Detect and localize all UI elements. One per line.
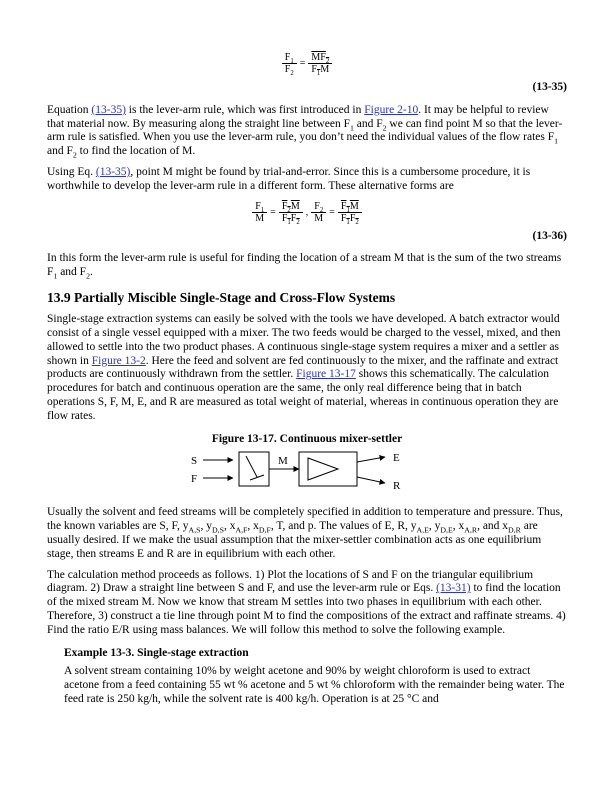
paragraph-lever-arm-sum: In this form the lever-arm rule is useful for finding the location of a stream M that is the sum of the two streams $F_1$ and $F_2$. xyxy=(47,252,562,281)
inline-link[interactable]: (13-35) xyxy=(95,165,131,178)
equation-13-36-number: (13-36) xyxy=(532,229,567,242)
figure-caption: Figure 13-17. Continuous mixer-settler xyxy=(211,432,403,445)
section-heading-13-9: 13.9 Partially Miscible Single-Stage and Cross-Flow Systems xyxy=(47,289,396,305)
equation-13-36 xyxy=(47,201,567,244)
paragraph-lever-arm-rule: Equation (13-35) is the lever-arm rule, which was first introduced in Figure 2-10. It may be helpful to review that material now. By measuring along the straight line between $F_1$ and $F_2$ we can find point M so that the lever-arm rule is satisfied. When you use the lever-arm rule, you don’t need the individual values of the flow rates $F_1$ and $F_2$ to find the location of M. xyxy=(47,103,563,160)
equation-13-36-expression: $\frac{F_1}{M}$ = $\frac{F_2M}{F_1F_2}$ , $\frac{F_2}{M}$ = $\frac{F_1M}{F_1F_2}$ xyxy=(47,201,567,224)
inline-link[interactable]: (13-31) xyxy=(436,582,471,595)
inline-link[interactable]: Figure 2-10 xyxy=(364,103,419,116)
equation-13-35-number: (13-35) xyxy=(532,81,567,93)
equation-13-35-expression: $\frac{F_1}{F_2}$ = $\frac{MF_2}{F_1M}$ xyxy=(47,52,567,75)
stream-arrow-e xyxy=(357,457,385,462)
example-13-3 xyxy=(64,647,567,707)
paragraph-known-variables: Usually the solvent and feed streams will be completely specified in addition to temperature and pressure. Thus, the known variables are S, F, $y_{A,S}$, $y_{D,S}$, $x_{A,F}$, $x_{D,F}$, T, and p. The values of E, R, $y_{A,E}$, $y_{D,E}$, $x_{A,R}$, and $x_{D,R}$ are usually desired. If we make the usual assumption that the mixer-settler combination acts as one equilibrium stage, then streams E and R are in equilibrium with each other. xyxy=(47,506,563,560)
example-body: A solvent stream containing 10% by weight acetone and 90% by weight chloroform is used to extract acetone from a feed containing 55 wt % acetone and 5 wt % chloroform with the remainder being water. The feed rate is 250 kg/h, while the solvent rate is 400 kg/h. Operation is at 25 °C and xyxy=(64,665,565,705)
inline-link[interactable]: Figure 13-2 xyxy=(91,354,146,367)
stream-arrow-r xyxy=(357,477,385,483)
paragraph-single-stage-systems: Single-stage extraction systems can easily be solved with the tools we have developed. A batch extractor would consist of a single vessel equipped with a mixer. The two feeds would be charged to the vessel, mixed, and then allowed to settle into the two product phases. A continuous single-stage system requires a mixer and a settler as shown in Figure 13-2. Here the feed and solvent are fed continuously to the mixer, and the raffinate and extract products are continuously withdrawn from the settler. Figure 13-17 shows this schematically. The calculation procedures for batch and continuous operation are the same, the only real difference being that in batch operations S, F, M, E, and R are measured as total weight of material, whereas in continuous operation they are flow rates. xyxy=(47,313,561,422)
equation-13-35 xyxy=(47,52,567,95)
example-title: Example 13-3. Single-stage extraction xyxy=(64,646,249,659)
stream-label-m: M xyxy=(278,455,288,468)
mixer-settler-diagram xyxy=(187,450,427,498)
mixer-box xyxy=(239,452,269,486)
stream-label-r: R xyxy=(393,480,401,493)
figure-13-17 xyxy=(47,450,567,498)
stream-label-s: S xyxy=(191,455,198,468)
mixer-agitator-blade xyxy=(250,475,264,480)
inline-link[interactable]: Figure 13-17 xyxy=(296,368,356,381)
mixer-agitator-shaft xyxy=(246,456,257,477)
settler-triangle xyxy=(308,458,338,480)
stream-label-f: F xyxy=(191,473,198,486)
stream-label-e: E xyxy=(393,452,400,465)
inline-link[interactable]: (13-35) xyxy=(91,103,126,116)
paragraph-calculation-method: The calculation method proceeds as follows. 1) Plot the locations of S and F on the triangular equilibrium diagram. 2) Draw a straight line between S and F, and use the lever-arm rule or Eqs. (13-31) to find the location of the mixed stream M. Now we know that stream M settles into two phases in equilibrium with each other. Therefore, 3) construct a tie line through point M to find the compositions of the extract and raffinate streams. 4) Find the ratio E/R using mass balances. We will follow this method to solve the following example. xyxy=(47,568,566,636)
paragraph-trial-and-error: Using Eq. (13-35), point M might be found by trial-and-error. Since this is a cumbersome procedure, it is worthwhile to develop the lever-arm rule in a different form. These alternative forms are xyxy=(47,165,531,192)
